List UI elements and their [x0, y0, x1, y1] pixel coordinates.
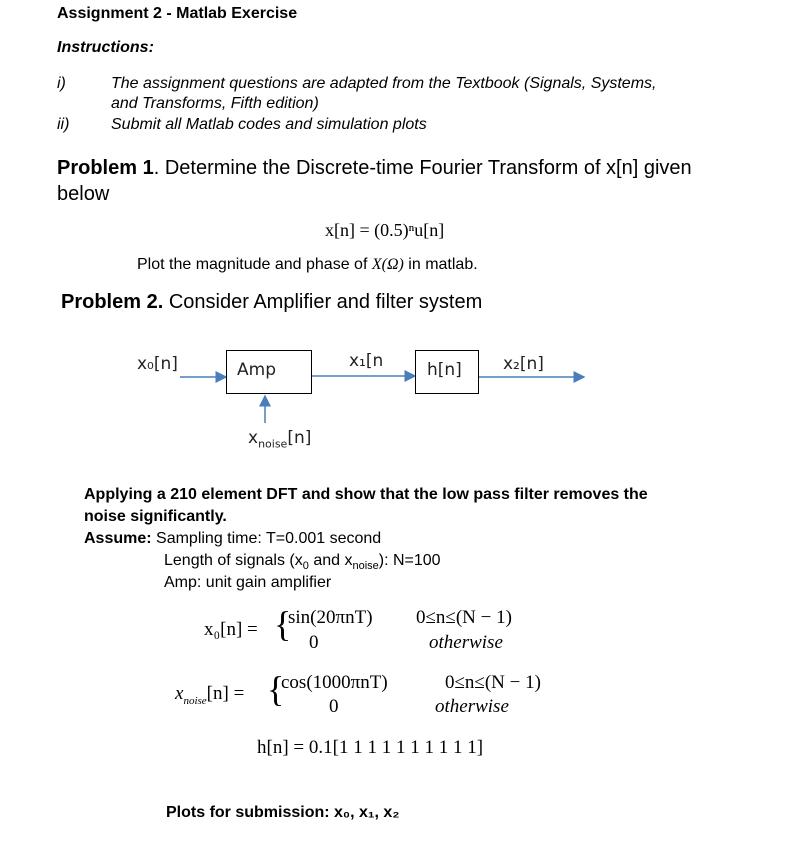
- plots-items: x₀, x₁, x₂: [334, 804, 400, 821]
- assume-line-2: [164, 552, 441, 572]
- filter-label: h[n]: [427, 360, 462, 380]
- instruction-marker-1: i): [57, 75, 66, 92]
- plot-math: X(Ω): [371, 256, 404, 273]
- eq1-case1: sin(20πnT): [288, 607, 373, 628]
- assume2-pre: Length of signals (x: [164, 552, 303, 569]
- assume2-sub0: 0: [302, 560, 309, 573]
- eq2-case2: 0: [329, 696, 339, 717]
- diagram-noise-label: [248, 428, 311, 450]
- problem1-text-cont: below: [57, 183, 110, 205]
- problem1-text: . Determine the Discrete-time Fourier Transform of x[n] given: [153, 157, 692, 179]
- applying-text: Applying a 210 element DFT and show that the low pass filter removes the: [84, 486, 648, 503]
- noise-sub: noise: [258, 437, 288, 451]
- eq1-brace: {: [274, 604, 292, 644]
- problem1-equation: x[n] = (0.5)ⁿu[n]: [325, 220, 445, 240]
- eq3-filter: h[n] = 0.1[1 1 1 1 1 1 1 1 1 1]: [257, 737, 484, 758]
- assume2-sub1: noise: [352, 560, 379, 573]
- plot-text-pre: Plot the magnitude and phase of: [137, 256, 372, 273]
- applying-text-cont: noise significantly.: [84, 508, 227, 525]
- eq2-lhs: [175, 683, 244, 707]
- problem1-label: Problem 1: [57, 157, 154, 179]
- noise-base: x: [248, 428, 259, 448]
- assignment-title: Assignment 2 - Matlab Exercise: [57, 5, 298, 22]
- eq1-lhs: x₀[n] =: [204, 619, 258, 640]
- eq2-case1: cos(1000πnT): [281, 672, 388, 693]
- plots-label: Plots for submission:: [166, 804, 335, 821]
- assume2-mid: and x: [308, 552, 353, 569]
- eq2-cond1: 0≤n≤(N − 1): [445, 672, 541, 693]
- eq2-lhs-sub: noise: [183, 694, 207, 707]
- plot-text-post: in matlab.: [403, 256, 478, 273]
- assume-line-1: [84, 530, 381, 548]
- eq1-cond1: 0≤n≤(N − 1): [416, 607, 512, 628]
- problem2-text: Consider Amplifier and filter system: [163, 291, 483, 313]
- amp-label: Amp: [237, 360, 276, 380]
- eq2-brace: {: [267, 669, 285, 709]
- assume-label: Assume:: [84, 530, 152, 547]
- instruction-item-2: Submit all Matlab codes and simulation plots: [111, 116, 427, 133]
- eq2-lhs-tail: [n] =: [206, 683, 245, 704]
- instructions-heading: Instructions:: [57, 39, 154, 56]
- filter-block: [415, 350, 479, 394]
- assume-line-3: Amp: unit gain amplifier: [164, 574, 332, 591]
- diagram-output-label: x₂[n]: [503, 354, 544, 374]
- instruction-item-1-line1: The assignment questions are adapted from the Textbook (Signals, Systems,: [111, 75, 657, 92]
- diagram-input-label: x₀[n]: [137, 354, 178, 374]
- amp-block: [226, 350, 312, 394]
- assume2-post: ): N=100: [378, 552, 441, 569]
- problem2-label: Problem 2.: [61, 291, 164, 313]
- plots-for-submission: [166, 804, 399, 822]
- eq1-case2: 0: [309, 632, 319, 653]
- eq2-lhs-base: x: [175, 683, 184, 704]
- assume-sampling: Sampling time: T=0.001 second: [151, 530, 382, 547]
- instruction-marker-2: ii): [57, 116, 70, 133]
- noise-tail: [n]: [287, 428, 312, 448]
- eq2-cond2: otherwise: [435, 696, 509, 717]
- diagram-mid-label: x₁[n: [349, 351, 384, 371]
- instruction-item-1-line2: and Transforms, Fifth edition): [111, 95, 319, 112]
- eq1-cond2: otherwise: [429, 632, 503, 653]
